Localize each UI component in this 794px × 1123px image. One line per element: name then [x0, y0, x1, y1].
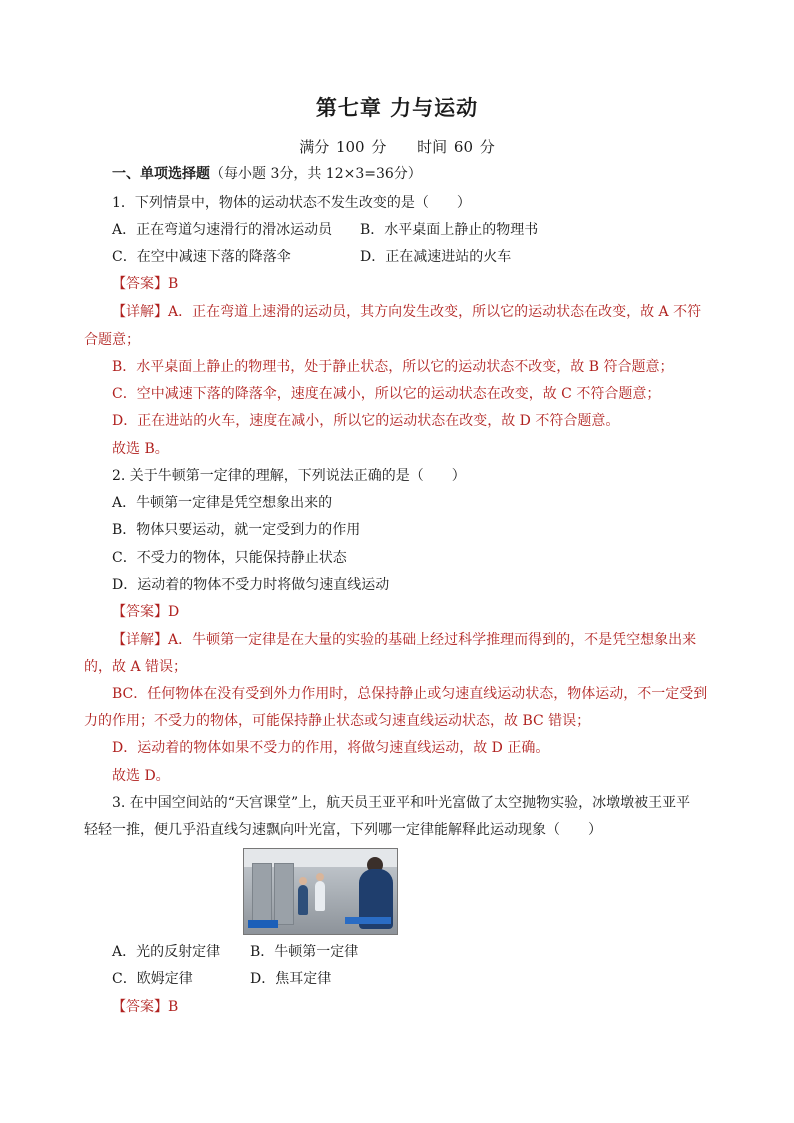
q3-stem-2: 轻轻一推，便几乎沿直线匀速飘向叶光富，下列哪一定律能解释此运动现象（ ） [84, 822, 602, 838]
q1-detail-4: D．正在进站的火车，速度在减小，所以它的运动状态在改变，故 D 不符合题意。 [112, 413, 620, 429]
section-title: 一、单项选择题 [112, 166, 210, 182]
q1-detail-3: C．空中减速下落的降落伞，速度在减小，所以它的运动状态在改变，故 C 不符合题意； [112, 386, 661, 402]
q2-detail-3: D．运动着的物体如果不受力的作用，将做匀速直线运动，故 D 正确。 [112, 740, 550, 756]
astronaut-figure [315, 881, 325, 911]
astronaut-head [299, 877, 307, 885]
q1-option-b: B．水平桌面上静止的物理书 [360, 222, 539, 238]
q1-detail-2: B．水平桌面上静止的物理书，处于静止状态，所以它的运动状态不改变，故 B 符合题意； [112, 359, 674, 375]
q3-option-a: A．光的反射定律 [112, 944, 221, 960]
full-score: 满分 100 分 [299, 138, 387, 156]
q3-stem-1: 3. 在中国空间站的“天宫课堂”上，航天员王亚平和叶光富做了太空抛物实验，冰墩墩被王亚平 [112, 795, 691, 811]
q1-detail-1-text: A．正在弯道上速滑的运动员，其方向发生改变，所以它的运动状态在改变，故 A 不符 [168, 304, 702, 320]
q2-detail-2b: 力的作用；不受力的物体，可能保持静止状态或匀速直线运动状态，故 BC 错误； [84, 713, 591, 729]
q1-detail-1b: 合题意； [84, 332, 140, 348]
astronaut-figure [298, 885, 308, 915]
q1-options-row1 [112, 220, 742, 240]
caption-tag [345, 917, 391, 924]
q1-options-row2 [112, 247, 742, 267]
q1-conclusion: 故选 B。 [112, 441, 169, 457]
q2-option-a: A．牛顿第一定律是凭空想象出来的 [112, 495, 333, 511]
q1-detail-1 [112, 302, 742, 322]
q2-option-c: C．不受力的物体，只能保持静止状态 [112, 550, 347, 566]
q1-stem: 1．下列情景中，物体的运动状态不发生改变的是（ ） [112, 195, 471, 211]
caption-tag [248, 920, 278, 928]
q1-detail-label: 【详解】 [112, 304, 168, 320]
q2-detail-label: 【详解】 [112, 632, 168, 648]
q2-detail-1b: 的，故 A 错误； [84, 659, 188, 675]
section-heading [112, 164, 742, 184]
q1-option-c: C．在空中减速下落的降落伞 [112, 249, 291, 265]
exam-info [0, 136, 794, 157]
q1-answer: 【答案】B [112, 276, 179, 292]
time-limit: 时间 60 分 [417, 138, 495, 156]
q3-answer: 【答案】B [112, 999, 179, 1015]
q3-options-row2 [112, 969, 742, 989]
equipment-rack [274, 863, 294, 925]
q3-options-row1 [112, 942, 742, 962]
q2-conclusion: 故选 D。 [112, 768, 170, 784]
equipment-rack [252, 863, 272, 925]
q1-option-d: D．正在减速进站的火车 [360, 249, 512, 265]
q1-option-a: A．正在弯道匀速滑行的滑冰运动员 [112, 222, 333, 238]
q2-detail-2: BC．任何物体在没有受到外力作用时，总保持静止或匀速直线运动状态，物体运动，不一定受到 [112, 686, 708, 702]
astronaut-head [316, 873, 324, 881]
page-title: 第七章 力与运动 [315, 96, 479, 120]
q3-option-d: D．焦耳定律 [250, 971, 332, 987]
q2-option-d: D．运动着的物体不受力时将做匀速直线运动 [112, 577, 390, 593]
q2-answer: 【答案】D [112, 604, 180, 620]
q3-option-b: B．牛顿第一定律 [250, 944, 359, 960]
q3-option-c: C．欧姆定律 [112, 971, 193, 987]
q2-stem: 2. 关于牛顿第一定律的理解，下列说法正确的是（ ） [112, 468, 466, 484]
section-note: （每小题 3分，共 12×3=36分） [210, 166, 422, 182]
q2-detail-1-text: A．牛顿第一定律是在大量的实验的基础上经过科学推理而得到的，不是凭空想象出来 [168, 632, 697, 648]
q2-option-b: B．物体只要运动，就一定受到力的作用 [112, 522, 361, 538]
space-station-photo [243, 848, 398, 935]
q2-detail-1 [112, 630, 742, 650]
